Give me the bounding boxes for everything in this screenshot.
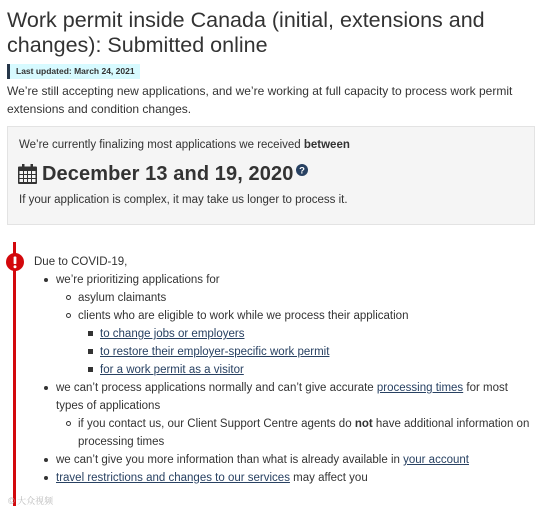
list-item <box>78 325 534 343</box>
panel-status-text: We’re currently finalizing most applications we received <box>19 139 304 151</box>
list-item <box>34 451 534 469</box>
list-item-text: clients who are eligible to work while we process their application <box>78 310 409 322</box>
list-item <box>34 379 534 451</box>
exclamation-circle-icon <box>6 253 24 271</box>
sub-list <box>56 289 534 379</box>
list-item-text: we’re prioritizing applications for <box>56 274 220 286</box>
svg-text:?: ? <box>299 165 306 176</box>
list-item-bold: not <box>354 418 373 430</box>
list-item-text: may affect you <box>289 472 368 484</box>
calendar-icon <box>18 164 37 184</box>
date-range-row <box>18 161 308 187</box>
intro-text: We’re still accepting new applications, and we’re working at full capacity to process work permit extensions and condition changes. <box>7 84 513 116</box>
watermark: © 大众视频 <box>8 496 54 506</box>
panel-status-line <box>19 139 350 151</box>
list-item <box>56 415 534 451</box>
question-circle-icon[interactable] <box>296 164 308 176</box>
list-item <box>78 361 534 379</box>
processing-status-panel <box>7 126 535 225</box>
date-range: December 13 and 19, 2020 <box>42 162 294 185</box>
panel-complex-note: If your application is complex, it may take us longer to process it. <box>19 194 348 206</box>
alert-list <box>34 271 534 487</box>
link-travel-restrictions[interactable]: travel restrictions and changes to our services <box>56 472 290 484</box>
link-change-jobs[interactable]: to change jobs or employers <box>100 328 245 340</box>
covid-alert <box>34 253 534 487</box>
page-title: Work permit inside Canada (initial, extensions and changes): Submitted online <box>7 8 485 57</box>
alert-bar <box>13 242 16 506</box>
sub-sub-list <box>78 325 534 379</box>
list-item-text: we can’t give you more information than what is already available in <box>56 454 404 466</box>
panel-status-bold: between <box>303 139 350 151</box>
link-restore-permit[interactable]: to restore their employer-specific work permit <box>100 346 330 358</box>
list-item-text: have additional information on processing times <box>78 418 530 448</box>
list-item <box>34 271 534 379</box>
link-processing-times[interactable]: processing times <box>376 382 464 394</box>
list-item: asylum claimants <box>56 289 534 307</box>
link-visitor-permit[interactable]: for a work permit as a visitor <box>100 364 244 376</box>
link-your-account[interactable]: your account <box>403 454 469 466</box>
list-item-text: if you contact us, our Client Support Centre agents do <box>78 418 355 430</box>
list-item-text: we can’t process applications normally and can’t give accurate <box>56 382 377 394</box>
list-item-text: for most types of applications <box>56 382 508 412</box>
list-item <box>78 343 534 361</box>
last-updated-badge: Last updated: March 24, 2021 <box>7 64 140 79</box>
list-item <box>34 469 534 487</box>
list-item <box>56 307 534 379</box>
sub-list <box>56 415 534 451</box>
alert-heading: Due to COVID-19, <box>34 256 128 268</box>
